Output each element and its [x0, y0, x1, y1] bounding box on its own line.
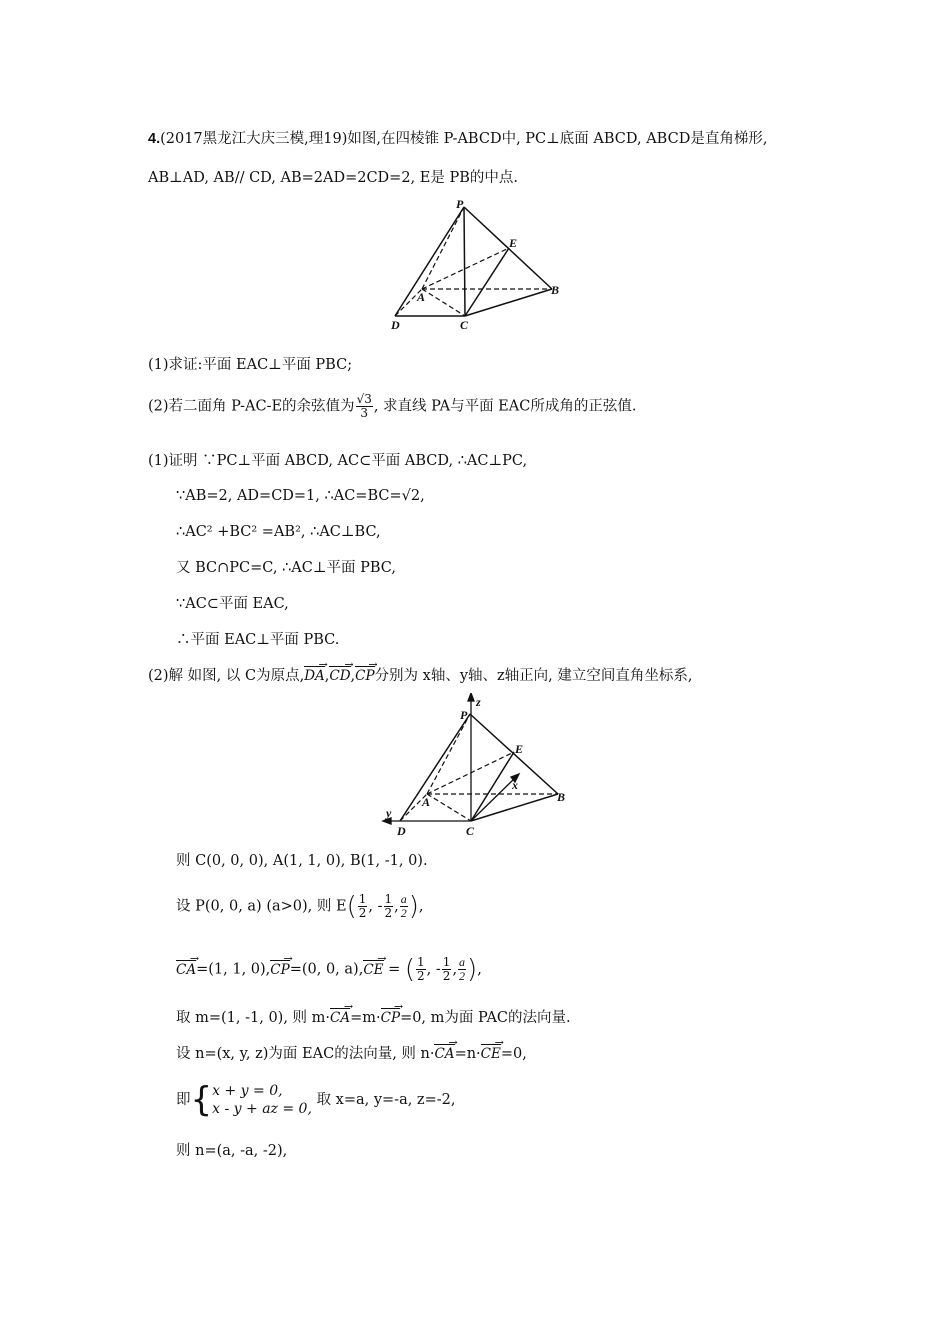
- e-frac-3: [400, 893, 408, 920]
- proof1-line-1: (1)证明 ∵PC⊥平面 ABCD, AC⊂平面 ABCD, ∴AC⊥PC,: [148, 453, 528, 469]
- vector-CE-4: → CE: [481, 1044, 501, 1062]
- vector-CA-value: =(1, 1, 0),: [196, 961, 271, 978]
- take-m-line: [176, 1008, 571, 1028]
- figure-coordinate-system: [380, 693, 580, 843]
- solution2-intro: (2)解 如图, 以 C为原点,→ DA,→ CD,→ CP分别为 x轴、y轴、z轴正向, 建立空间直角坐标系,: [148, 666, 693, 686]
- ji-label: 即: [176, 1092, 191, 1108]
- equation-1: x + y = 0,: [212, 1083, 283, 1099]
- ce-paren-right: ): [467, 954, 478, 985]
- vector-CA-3: → CA: [330, 1008, 350, 1026]
- set-n-a: 设 n=(x, y, z)为面 EAC的法向量, 则 n·: [176, 1046, 435, 1062]
- ce-frac-1: [416, 956, 426, 983]
- question-1: (1)求证:平面 EAC⊥平面 PBC;: [148, 357, 353, 373]
- e-frac-2: [384, 893, 394, 920]
- fig2-axes: [383, 693, 519, 824]
- e-frac-2-num: 1: [384, 892, 393, 906]
- set-n-c: =0,: [500, 1046, 527, 1062]
- vector-CA: → CA: [176, 960, 196, 978]
- fig1-label-A: A: [417, 290, 426, 304]
- question-2: [148, 393, 636, 420]
- paren-left: (: [346, 891, 357, 922]
- e-mid: , -: [368, 898, 383, 915]
- paren-right: ): [408, 891, 419, 922]
- set-p-line: [176, 893, 424, 920]
- fig2-label-P: P: [460, 708, 468, 722]
- cosine-fraction-num: √3: [356, 392, 372, 406]
- vector-CA-4: → CA: [434, 1044, 454, 1062]
- e-frac-1: [358, 893, 368, 920]
- figure-pyramid: [385, 196, 575, 336]
- proof1-line-4: 又 BC∩PC=C, ∴AC⊥平面 PBC,: [176, 560, 396, 576]
- ce-comma: ,: [452, 961, 458, 978]
- set-p-end: ,: [418, 898, 424, 915]
- ce-frac-3-den: 2: [459, 969, 466, 983]
- ce-frac-3-num: a: [459, 955, 466, 969]
- ce-paren-left: (: [404, 954, 416, 985]
- question-2-text-b: , 求直线 PA与平面 EAC所成角的正弦值.: [373, 398, 637, 415]
- vector-CP-value: =(0, 0, a),: [289, 961, 364, 978]
- system-brace: {: [190, 1080, 213, 1120]
- ce-frac-1-den: 2: [417, 969, 425, 983]
- ce-frac-2: [442, 956, 452, 983]
- fig2-label-A: A: [422, 795, 431, 809]
- vector-DA: → DA: [304, 666, 325, 684]
- problem-stem-line-2: AB⊥AD, AB// CD, AB=2AD=2CD=2, E是 PB的中点.: [148, 170, 518, 186]
- take-m-a: 取 m=(1, -1, 0), 则 m·: [176, 1010, 331, 1026]
- take-m-c: =0, m为面 PAC的法向量.: [400, 1010, 571, 1026]
- e-comma: ,: [394, 898, 399, 915]
- fig2-label-x: x: [512, 778, 518, 792]
- vector-CD: → CD: [329, 666, 350, 684]
- take-m-b: =m·: [350, 1010, 381, 1026]
- fig2-label-C: C: [466, 824, 475, 838]
- e-frac-2-den: 2: [384, 906, 393, 920]
- vector-CE: → CE: [363, 960, 383, 978]
- fig1-label-C: C: [460, 318, 469, 332]
- ce-frac-1-num: 1: [417, 955, 425, 969]
- fig2-label-z: z: [476, 695, 481, 709]
- proof1-line-5: ∵AC⊂平面 EAC,: [176, 596, 289, 612]
- set-p-text: 设 P(0, 0, a) (a>0), 则 E: [176, 898, 347, 915]
- ce-frac-2-den: 2: [442, 969, 451, 983]
- fig2-label-D: D: [397, 824, 406, 838]
- vector-CE-eq: =: [383, 961, 405, 978]
- e-frac-1-den: 2: [358, 906, 367, 920]
- cosine-fraction: [356, 393, 373, 420]
- fig1-label-D: D: [391, 318, 400, 332]
- e-frac-3-den: 2: [400, 906, 407, 920]
- problem-number: 4.: [148, 131, 161, 147]
- solution2-intro-a: (2)解 如图, 以 C为原点,: [148, 668, 305, 684]
- proof1-line-6: ∴平面 EAC⊥平面 PBC.: [176, 632, 340, 648]
- fig2-label-y: y: [386, 806, 392, 820]
- coords-line: 则 C(0, 0, 0), A(1, 1, 0), B(1, -1, 0).: [176, 853, 428, 869]
- fig1-label-P: P: [456, 197, 464, 211]
- equation-2: x - y + az = 0,: [212, 1101, 312, 1117]
- vector-CP-2: → CP: [270, 960, 289, 978]
- e-frac-1-num: 1: [358, 892, 367, 906]
- proof1-line-2: ∵AB=2, AD=CD=1, ∴AC=BC=√2,: [176, 488, 425, 504]
- n-value-line: 则 n=(a, -a, -2),: [176, 1143, 288, 1159]
- set-n-line: [176, 1044, 527, 1064]
- fig2-label-E: E: [515, 742, 524, 756]
- take-xyz: 取 x=a, y=-a, z=-2,: [311, 1092, 456, 1108]
- vectors-line: [176, 956, 482, 983]
- solution2-intro-b: 分别为 x轴、y轴、z轴正向, 建立空间直角坐标系,: [374, 668, 693, 684]
- vector-CE-end: ,: [477, 961, 482, 978]
- fig1-label-E: E: [509, 236, 518, 250]
- fig2-label-B: B: [557, 790, 566, 804]
- system-line: [176, 1082, 455, 1118]
- question-2-text-a: (2)若二面角 P-AC-E的余弦值为: [148, 398, 355, 415]
- problem-source: (2017黑龙江大庆三模,理19): [160, 131, 348, 147]
- problem-stem-text-1: 如图,在四棱锥 P-ABCD中, PC⊥底面 ABCD, ABCD是直角梯形,: [347, 131, 768, 147]
- problem-stem-line-1: [148, 129, 767, 149]
- e-frac-3-num: a: [400, 892, 407, 906]
- ce-frac-2-num: 1: [442, 955, 451, 969]
- vector-CP: → CP: [355, 666, 374, 684]
- cosine-fraction-den: 3: [360, 406, 369, 420]
- fig1-label-B: B: [551, 283, 560, 297]
- proof1-line-3: ∴AC² +BC² =AB², ∴AC⊥BC,: [176, 524, 381, 540]
- equation-system: [212, 1082, 312, 1118]
- ce-frac-3: [458, 956, 466, 983]
- ce-mid: , -: [426, 961, 441, 978]
- set-n-b: =n·: [454, 1046, 481, 1062]
- vector-CP-3: → CP: [381, 1008, 400, 1026]
